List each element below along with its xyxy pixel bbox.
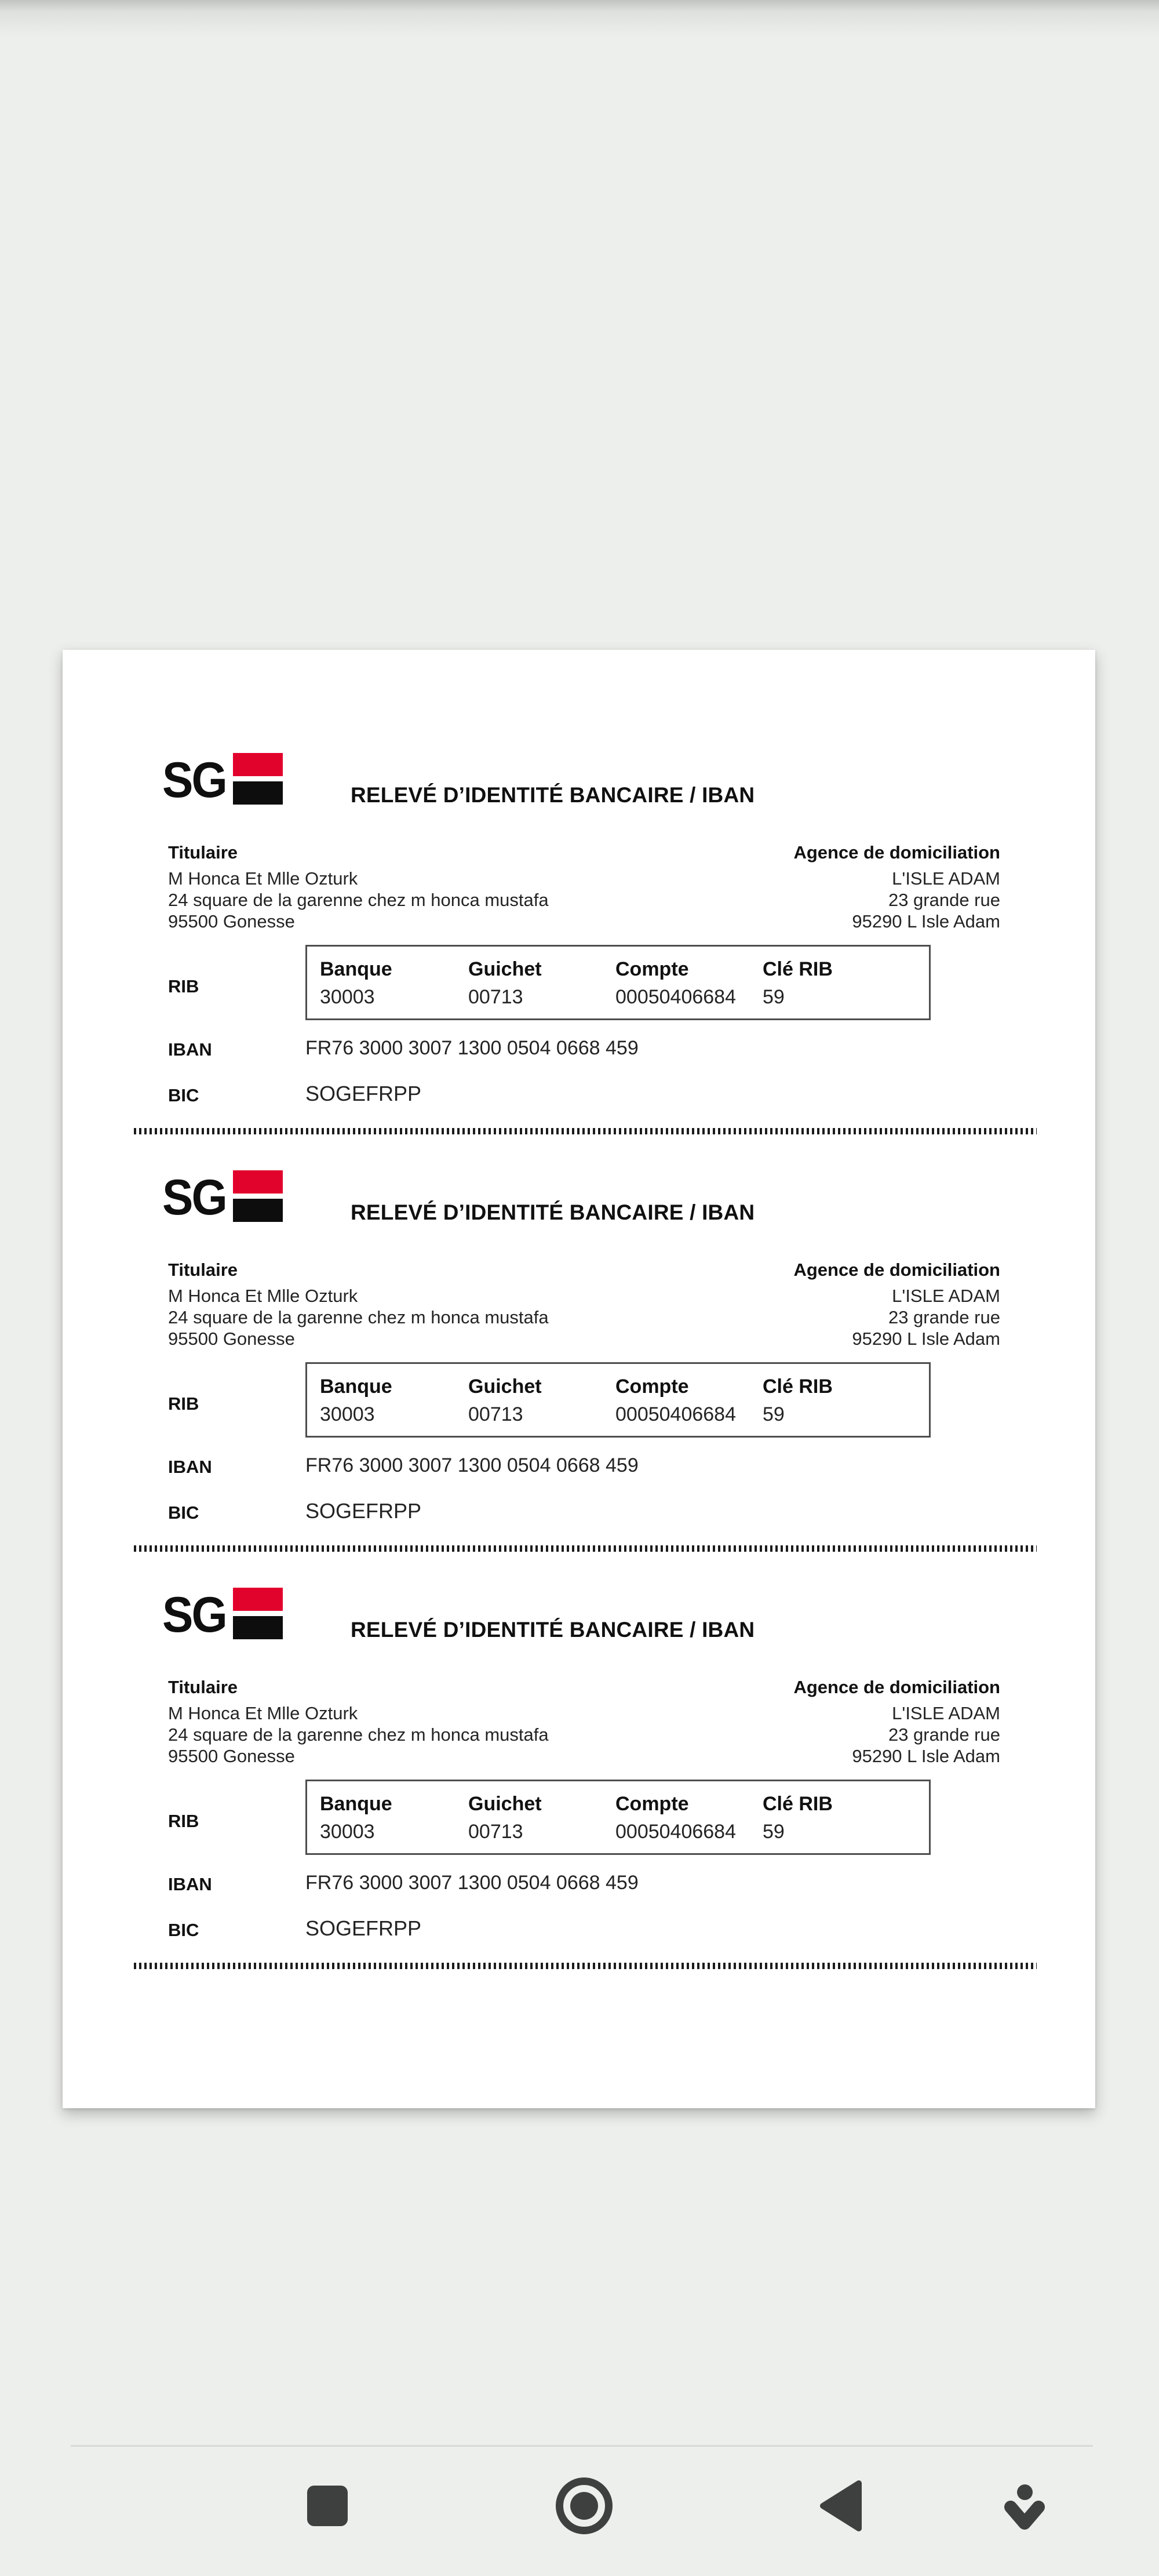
rib-header-guichet: Guichet: [468, 1793, 542, 1815]
pdf-page: [63, 650, 1095, 2108]
rib-header-banque: Banque: [320, 1376, 392, 1398]
rib-value-guichet: 00713: [468, 1403, 523, 1425]
recents-button[interactable]: [307, 2486, 348, 2526]
rib-label: RIB: [168, 1811, 199, 1831]
rib-section: [63, 1165, 1095, 1582]
rib-table: [305, 1362, 931, 1438]
rib-value-guichet: 00713: [468, 986, 523, 1008]
iban-value: FR76 3000 3007 1300 0504 0668 459: [305, 1454, 639, 1476]
top-shadow: [0, 0, 1159, 37]
agency-name: L'ISLE ADAM: [892, 868, 1000, 889]
rib-header-guichet: Guichet: [468, 958, 542, 980]
iban-label: IBAN: [168, 1874, 212, 1894]
agency-city: 95290 L Isle Adam: [852, 1329, 1000, 1349]
titulaire-address: [168, 1702, 549, 1767]
document-title: RELEVÉ D’IDENTITÉ BANCAIRE / IBAN: [351, 1618, 755, 1642]
rib-header-banque: Banque: [320, 1793, 392, 1815]
holder-name: M Honca Et Mlle Ozturk: [168, 1286, 358, 1306]
holder-street: 24 square de la garenne chez m honca mustafa: [168, 1307, 549, 1327]
navbar-divider: [71, 2445, 1093, 2447]
sg-logo-gap: [233, 1611, 283, 1616]
rib-value-compte: 00050406684: [615, 1821, 737, 1843]
agency-city: 95290 L Isle Adam: [852, 1746, 1000, 1766]
agency-city: 95290 L Isle Adam: [852, 911, 1000, 932]
holder-street: 24 square de la garenne chez m honca mustafa: [168, 1724, 549, 1745]
titulaire-address: [168, 1285, 549, 1349]
bic-label: BIC: [168, 1920, 199, 1940]
rib-column-cle: [763, 1376, 833, 1426]
home-icon-center: [570, 2492, 598, 2520]
rib-value-guichet: 00713: [468, 1821, 523, 1843]
rib-value-cle: 59: [763, 986, 785, 1008]
hide-navigation-icon: [1000, 2484, 1049, 2534]
sg-logo-gap: [233, 1194, 283, 1199]
sg-logo-black-block: [233, 781, 283, 805]
sg-logo: [162, 747, 284, 807]
hide-navigation-dot: [1017, 2484, 1033, 2500]
bic-value: SOGEFRPP: [305, 1916, 422, 1940]
cut-line-separator: [134, 1545, 1037, 1552]
hide-navigation-chevron: [1000, 2500, 1049, 2533]
rib-value-cle: 59: [763, 1403, 785, 1425]
holder-name: M Honca Et Mlle Ozturk: [168, 1703, 358, 1723]
rib-header-guichet: Guichet: [468, 1376, 542, 1398]
rib-value-banque: 30003: [320, 1403, 375, 1425]
iban-label: IBAN: [168, 1039, 212, 1060]
rib-table: [305, 945, 931, 1020]
iban-label: IBAN: [168, 1457, 212, 1477]
holder-name: M Honca Et Mlle Ozturk: [168, 868, 358, 889]
rib-section: [63, 1582, 1095, 1999]
rib-column-guichet: [468, 1376, 542, 1426]
rib-column-compte: [615, 958, 736, 1009]
sg-logo-mark-icon: [233, 753, 283, 805]
home-icon: [556, 2477, 613, 2534]
sg-logo: [162, 1582, 284, 1642]
agency-label: Agence de domiciliation: [793, 1260, 1000, 1280]
rib-header-cle: Clé RIB: [763, 958, 833, 980]
sg-logo-gap: [233, 776, 283, 781]
sg-logo-black-block: [233, 1616, 283, 1639]
bic-value: SOGEFRPP: [305, 1499, 422, 1523]
rib-value-compte: 00050406684: [615, 1403, 737, 1425]
agency-name: L'ISLE ADAM: [892, 1286, 1000, 1306]
home-button[interactable]: [556, 2477, 613, 2534]
cut-line-separator: [134, 1128, 1037, 1134]
iban-value: FR76 3000 3007 1300 0504 0668 459: [305, 1037, 639, 1059]
rib-header-cle: Clé RIB: [763, 1376, 833, 1398]
agency-name: L'ISLE ADAM: [892, 1703, 1000, 1723]
titulaire-address: [168, 868, 549, 932]
rib-column-cle: [763, 958, 833, 1009]
rib-column-guichet: [468, 958, 542, 1009]
rib-header-banque: Banque: [320, 958, 392, 980]
document-title: RELEVÉ D’IDENTITÉ BANCAIRE / IBAN: [351, 783, 755, 807]
rib-section: [63, 747, 1095, 1165]
rib-value-banque: 30003: [320, 986, 375, 1008]
holder-city: 95500 Gonesse: [168, 1329, 295, 1349]
bic-label: BIC: [168, 1085, 199, 1105]
rib-column-guichet: [468, 1793, 542, 1843]
rib-header-compte: Compte: [615, 958, 689, 980]
agency-address: [852, 1285, 1000, 1349]
agency-street: 23 grande rue: [888, 1724, 1000, 1745]
sg-logo-black-block: [233, 1199, 283, 1222]
rib-column-compte: [615, 1793, 736, 1843]
rib-column-cle: [763, 1793, 833, 1843]
iban-value: FR76 3000 3007 1300 0504 0668 459: [305, 1872, 639, 1894]
agency-label: Agence de domiciliation: [793, 1677, 1000, 1697]
bic-label: BIC: [168, 1502, 199, 1523]
rib-header-cle: Clé RIB: [763, 1793, 833, 1815]
sg-logo-text: SG: [162, 752, 226, 808]
cut-line-separator: [134, 1963, 1037, 1969]
agency-street: 23 grande rue: [888, 890, 1000, 910]
agency-label: Agence de domiciliation: [793, 842, 1000, 863]
document-title: RELEVÉ D’IDENTITÉ BANCAIRE / IBAN: [351, 1200, 755, 1224]
agency-street: 23 grande rue: [888, 1307, 1000, 1327]
sg-logo-text: SG: [162, 1587, 226, 1643]
rib-value-cle: 59: [763, 1821, 785, 1843]
rib-value-banque: 30003: [320, 1821, 375, 1843]
sg-logo-mark-icon: [233, 1588, 283, 1639]
rib-column-banque: [320, 1376, 392, 1426]
sg-logo-red-block: [233, 1170, 283, 1194]
rib-label: RIB: [168, 1393, 199, 1414]
sg-logo-mark-icon: [233, 1170, 283, 1222]
titulaire-label: Titulaire: [168, 1677, 238, 1697]
holder-city: 95500 Gonesse: [168, 911, 295, 932]
rib-header-compte: Compte: [615, 1376, 689, 1398]
rib-value-compte: 00050406684: [615, 986, 737, 1008]
sg-logo-red-block: [233, 753, 283, 776]
agency-address: [852, 1702, 1000, 1767]
hide-navbar-button[interactable]: [1000, 2484, 1049, 2533]
rib-column-banque: [320, 958, 392, 1009]
rib-column-banque: [320, 1793, 392, 1843]
sg-logo-red-block: [233, 1588, 283, 1611]
back-icon: [817, 2479, 863, 2533]
holder-city: 95500 Gonesse: [168, 1746, 295, 1766]
recent-apps-icon: [307, 2486, 348, 2526]
titulaire-label: Titulaire: [168, 842, 238, 863]
rib-table: [305, 1780, 931, 1855]
titulaire-label: Titulaire: [168, 1260, 238, 1280]
back-button[interactable]: [817, 2479, 863, 2533]
sg-logo: [162, 1165, 284, 1225]
bic-value: SOGEFRPP: [305, 1082, 422, 1105]
agency-address: [852, 868, 1000, 932]
rib-header-compte: Compte: [615, 1793, 689, 1815]
holder-street: 24 square de la garenne chez m honca mustafa: [168, 890, 549, 910]
sg-logo-text: SG: [162, 1170, 226, 1225]
rib-column-compte: [615, 1376, 736, 1426]
rib-label: RIB: [168, 976, 199, 996]
